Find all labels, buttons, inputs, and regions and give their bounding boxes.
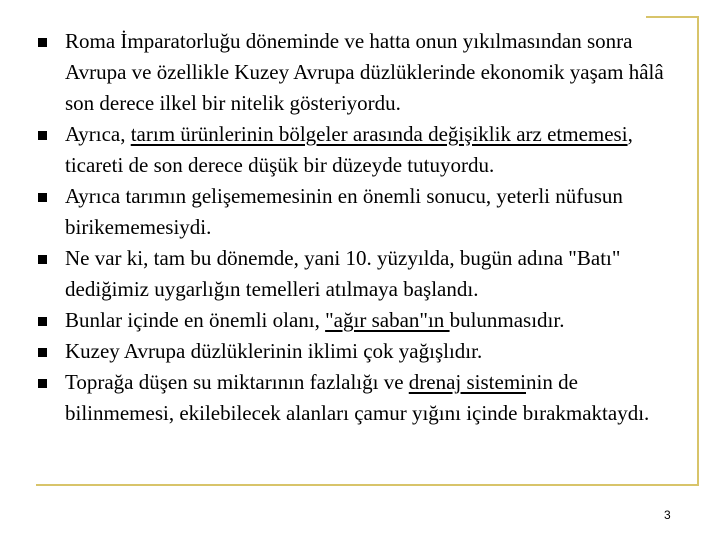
bullet-text-pre: Bunlar içinde en önemli olanı, (65, 308, 326, 332)
bullet-link[interactable]: tarım ürünlerinin bölgeler arasında değişiklik arz etmemesi (130, 122, 628, 146)
bullet-text-pre: Ayrıca, (65, 122, 131, 146)
square-bullet-icon (38, 255, 47, 264)
bullet-text: Ne var ki, tam bu dönemde, yani 10. yüzyılda, bugün adına "Batı" dediğimiz uygarlığın temelleri atılmaya başlandı. (65, 246, 621, 301)
square-bullet-icon (38, 131, 47, 140)
bullet-item-5 (36, 305, 676, 336)
frame-top-line (646, 16, 699, 18)
square-bullet-icon (38, 317, 47, 326)
bullet-text: Kuzey Avrupa düzlüklerinin iklimi çok yağışlıdır. (65, 339, 483, 363)
square-bullet-icon (38, 38, 47, 47)
frame-bottom-line (36, 484, 699, 486)
square-bullet-icon (38, 193, 47, 202)
bullet-list (36, 26, 676, 429)
bullet-link[interactable]: drenaj sistemi (408, 370, 526, 394)
bullet-item-6 (36, 336, 676, 367)
frame-right-line (697, 16, 699, 484)
bullet-item-4 (36, 243, 676, 305)
bullet-text-post: nin de bilinmemesi, ekilebilecek alanları çamur yığını içinde bırakmaktaydı. (65, 370, 650, 425)
bullet-text-post: bulunmasıdır. (449, 308, 565, 332)
bullet-link[interactable]: "ağır saban"ın (325, 308, 450, 332)
square-bullet-icon (38, 348, 47, 357)
bullet-text-post: , ticareti de son derece düşük bir düzeyde tutuyordu. (65, 122, 633, 177)
bullet-text: Roma İmparatorluğu döneminde ve hatta onun yıkılmasından sonra Avrupa ve özellikle Kuzey Avrupa düzlüklerinde ekonomik yaşam hâlâ son derece ilkel bir nitelik gösteriyordu. (65, 29, 664, 115)
bullet-item-2 (36, 119, 676, 181)
bullet-item-1 (36, 26, 676, 119)
bullet-item-7 (36, 367, 676, 429)
square-bullet-icon (38, 379, 47, 388)
page-number: 3 (664, 508, 671, 522)
bullet-item-3 (36, 181, 676, 243)
bullet-text: Ayrıca tarımın gelişememesinin en önemli sonucu, yeterli nüfusun birikememesiydi. (65, 184, 623, 239)
bullet-text-pre: Toprağa düşen su miktarının fazlalığı ve (65, 370, 409, 394)
